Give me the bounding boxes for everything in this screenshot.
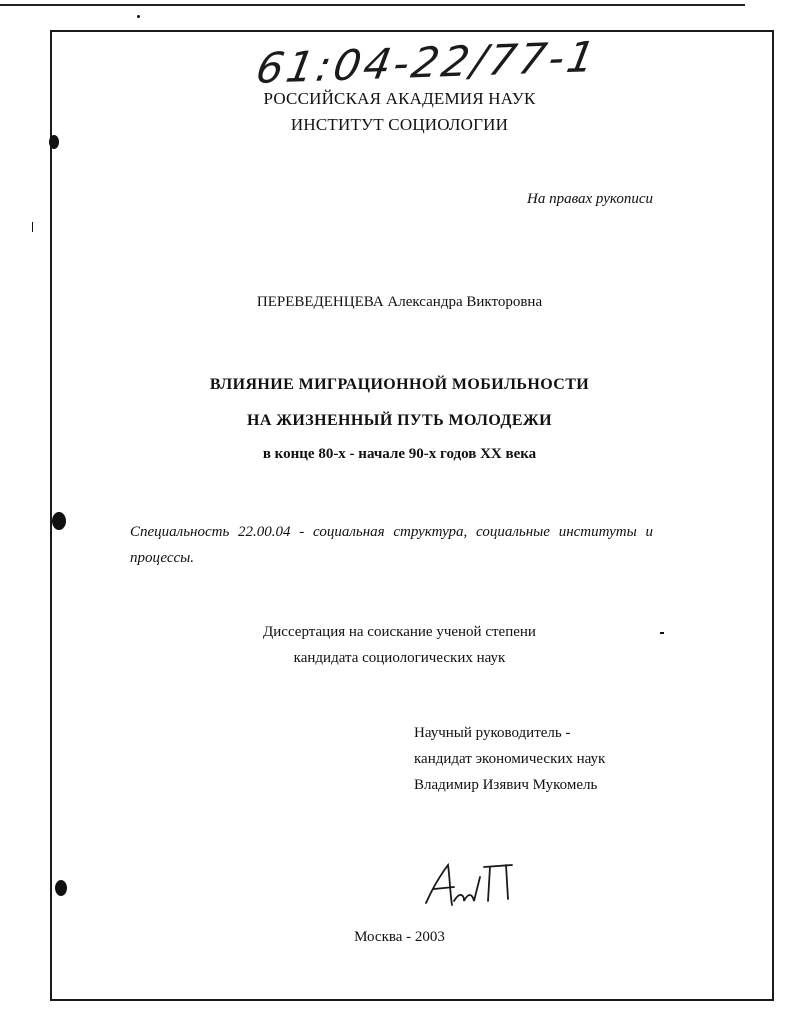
title-line-2: НА ЖИЗНЕННЫЙ ПУТЬ МОЛОДЕЖИ [247,412,552,429]
scan-hole-mark [55,880,67,896]
scan-hole-mark [52,512,66,530]
scan-speck [32,222,33,232]
supervisor-line-3: Владимир Изявич Мукомель [414,777,598,793]
city-and-year: Москва - 2003 [354,929,445,945]
scan-speck [137,15,140,18]
institution-line-1: РОССИЙСКАЯ АКАДЕМИЯ НАУК [263,89,536,108]
author-name: ПЕРЕВЕДЕНЦЕВА Александра Викторовна [256,294,543,310]
institution-line-2: ИНСТИТУТ СОЦИОЛОГИИ [290,115,509,134]
dissertation-line-1: Диссертация на соискание ученой степени [263,624,536,640]
title-line-1: ВЛИЯНИЕ МИГРАЦИОННОЙ МОБИЛЬНОСТИ [209,376,590,393]
manuscript-rights-note: На правах рукописи [527,191,653,207]
supervisor-line-2: кандидат экономических наук [414,751,606,767]
handwritten-archive-code: 61:04-22/77-1 [252,32,602,93]
page-border [50,30,774,1001]
title-subtitle: в конце 80-х - начале 90-х годов XX века [262,446,537,462]
dissertation-line-2: кандидата социологических наук [293,650,506,666]
supervisor-line-1: Научный руководитель - [414,725,571,741]
specialty-text: Специальность 22.00.04 - социальная структура, социальные институты и процессы. [130,524,653,566]
handwritten-signature [420,855,520,915]
scan-hole-mark [49,135,59,149]
scan-top-rule [0,4,745,6]
